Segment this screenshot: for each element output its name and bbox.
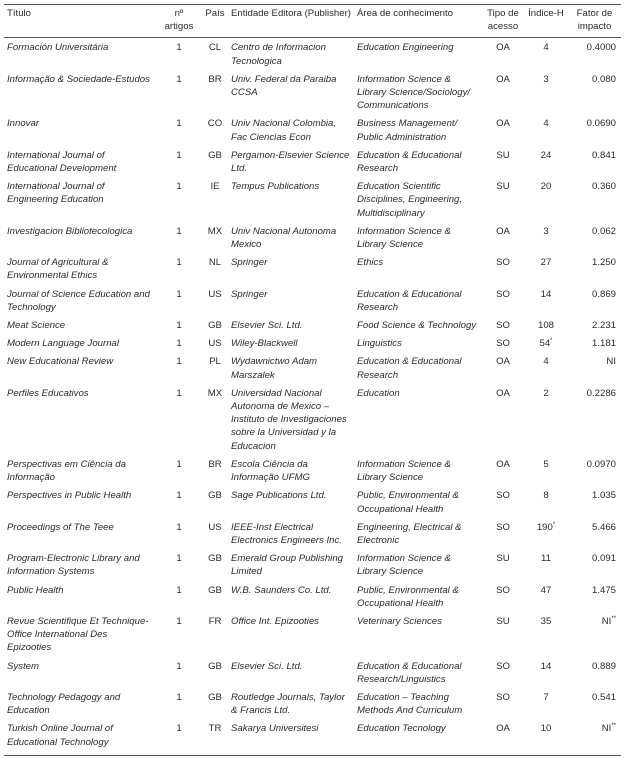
cell-pais: BR — [208, 73, 222, 85]
cell-fator: 0.869 — [591, 288, 616, 300]
cell-artigos: 1 — [176, 387, 182, 399]
cell-fator: 0.360 — [591, 181, 616, 193]
cell-area: Education – Teaching Methods And Curriculum — [357, 691, 463, 717]
footnote-mark: ** — [611, 723, 616, 730]
cell-area: Education — [357, 387, 400, 399]
cell-fator: 0.091 — [591, 553, 616, 565]
cell-entidade: Springer — [231, 257, 268, 269]
table-header-row — [4, 5, 621, 38]
cell-entidade: Springer — [231, 288, 268, 300]
footnote-mark: * — [552, 521, 556, 528]
cell-pais: GB — [208, 584, 222, 596]
cell-fator: 0.0690 — [586, 118, 616, 130]
cell-indice: 190* — [536, 521, 556, 533]
cell-entidade: Emerald Group Publishing Limited — [231, 553, 343, 578]
cell-artigos: 1 — [176, 257, 182, 269]
cell-entidade: Pergamon-Elsevier Science Ltd. — [231, 149, 350, 175]
cell-area: Information Science & Library Science/Sociology/ Communications — [357, 73, 471, 112]
cell-tipo: SU — [496, 615, 510, 627]
cell-artigos: 1 — [176, 42, 182, 54]
cell-artigos: 1 — [176, 338, 182, 350]
cell-entidade: Centro de Informacion Tecnologica — [231, 42, 326, 67]
cell-artigos: 1 — [176, 691, 182, 703]
cell-entidade: Wiley-Blackwell — [231, 338, 298, 350]
cell-area: Information Science & Library Science — [357, 225, 451, 251]
cell-tipo: SO — [496, 691, 510, 703]
cell-area: Education & Educational Research — [357, 288, 462, 313]
cell-fator: 0.080 — [591, 73, 616, 85]
table-row — [4, 70, 621, 115]
cell-pais: TR — [202, 719, 228, 755]
header-tipo: Tipo de acesso — [482, 5, 524, 38]
cell-fator: NI** — [568, 719, 621, 755]
cell-area: Education Engineering — [357, 42, 454, 54]
table-row — [4, 384, 621, 455]
cell-artigos: 1 — [176, 615, 182, 627]
cell-tipo: SO — [496, 257, 510, 269]
table-row — [4, 177, 621, 222]
cell-area: Education & Educational Research — [357, 149, 462, 175]
cell-fator: 0.0970 — [586, 458, 616, 470]
cell-tipo: SU — [496, 553, 510, 565]
cell-entidade: IEEE-Inst Electrical Electronics Engineers Inc. — [231, 521, 342, 546]
cell-entidade: Elsevier Sci. Ltd. — [231, 660, 303, 672]
cell-fator: 0.541 — [591, 691, 616, 703]
cell-fator: 1.035 — [591, 490, 616, 502]
cell-tipo: OA — [496, 387, 510, 399]
cell-artigos: 1 — [176, 458, 182, 470]
table-row — [4, 581, 621, 612]
cell-pais: US — [208, 521, 222, 533]
cell-fator: 1.181 — [591, 338, 616, 350]
cell-tipo: SO — [496, 660, 510, 672]
cell-entidade: Univ. Federal da Paraiba CCSA — [231, 73, 337, 99]
cell-indice: 4 — [543, 42, 549, 54]
cell-titulo: Program-Electronic Library and Information Systems — [7, 553, 140, 578]
cell-pais: PL — [209, 356, 221, 368]
cell-tipo: OA — [496, 73, 510, 85]
cell-titulo: Proceedings of The Teee — [7, 521, 114, 533]
cell-titulo: Perfiles Educativos — [7, 387, 89, 399]
cell-pais: MX — [207, 225, 223, 237]
cell-entidade: Sakarya Universitesi — [228, 719, 354, 755]
cell-area: Information Science & Library Science — [357, 458, 451, 484]
cell-area: Linguistics — [357, 338, 402, 350]
cell-entidade: W.B. Saunders Co. Ltd. — [231, 584, 332, 596]
cell-artigos: 1 — [176, 356, 182, 368]
cell-artigos: 1 — [176, 73, 182, 85]
journals-table — [4, 4, 621, 756]
table-row — [4, 549, 621, 580]
cell-tipo: SO — [496, 288, 510, 300]
cell-titulo: Technology Pedagogy and Education — [7, 691, 121, 717]
cell-titulo: Innovar — [7, 118, 39, 130]
cell-pais: GB — [208, 660, 222, 672]
footnote-mark: * — [550, 338, 553, 345]
cell-fator: 0.889 — [591, 660, 616, 672]
cell-indice: 11 — [541, 553, 551, 565]
cell-tipo: SU — [496, 181, 510, 193]
cell-pais: CO — [207, 118, 223, 130]
cell-titulo: International Journal of Educational Development — [7, 149, 117, 175]
cell-artigos: 1 — [176, 553, 182, 565]
cell-fator: NI — [606, 356, 616, 368]
cell-titulo: Formación Universitária — [7, 42, 109, 54]
cell-pais: GB — [208, 490, 222, 502]
cell-fator: NI** — [601, 615, 616, 627]
header-fator: Fator de impacto — [568, 5, 621, 38]
cell-area: Information Science & Library Science — [357, 553, 451, 578]
cell-entidade: Tempus Publications — [231, 181, 320, 193]
cell-artigos: 1 — [176, 320, 182, 332]
cell-fator: 1.250 — [591, 257, 616, 269]
cell-area: Ethics — [357, 257, 384, 269]
cell-tipo: OA — [496, 42, 510, 54]
table-row — [4, 518, 621, 549]
cell-area: Engineering, Electrical & Electronic — [357, 521, 462, 546]
table-row — [4, 657, 621, 688]
table-row — [4, 688, 621, 719]
table-row — [4, 486, 621, 517]
cell-titulo: Revue Scientifique Et Technique-Office International Des Epizooties — [7, 615, 149, 654]
cell-titulo: Perspectives in Public Health — [7, 490, 132, 502]
cell-tipo: SO — [496, 521, 510, 533]
cell-titulo: Turkish Online Journal of Educational Technology — [4, 719, 156, 755]
table-row — [4, 352, 621, 383]
cell-indice: 20 — [540, 181, 552, 193]
cell-fator: 0.841 — [591, 149, 616, 161]
cell-indice: 3 — [543, 73, 549, 85]
cell-artigos: 1 — [176, 660, 182, 672]
cell-area: Education & Educational Research — [357, 356, 462, 381]
cell-artigos: 1 — [176, 118, 182, 130]
cell-pais: US — [208, 338, 222, 350]
cell-tipo: SO — [496, 320, 510, 332]
header-artigos: nº artigos — [156, 5, 202, 38]
table-row — [4, 455, 621, 486]
cell-fator: 0.062 — [591, 225, 616, 237]
cell-indice: 4 — [543, 356, 549, 368]
cell-indice: 14 — [540, 288, 552, 300]
cell-area: Public, Environmental & Occupational Health — [357, 584, 459, 609]
cell-indice: 4 — [543, 118, 549, 130]
cell-indice: 10 — [524, 719, 568, 755]
table-row — [4, 334, 621, 352]
cell-titulo: Journal of Science Education and Technology — [7, 288, 150, 313]
table-row — [4, 719, 621, 755]
header-area: Área de conhecimento — [354, 5, 482, 38]
cell-area: Business Management/ Public Administration — [357, 118, 458, 143]
cell-titulo: Investigacion Bibliotecologica — [7, 225, 133, 237]
cell-entidade: Sage Publications Ltd. — [231, 490, 327, 502]
cell-indice: 5 — [543, 458, 549, 470]
cell-fator: 0.2286 — [586, 387, 616, 399]
table-row — [4, 285, 621, 316]
cell-entidade: Univ Nacional Colombia, Fac Ciencias Econ — [231, 118, 337, 143]
table-row — [4, 316, 621, 334]
cell-area: Education Tecnology — [354, 719, 482, 755]
cell-titulo: Journal of Agricultural & Environmental Ethics — [7, 257, 109, 282]
cell-pais: GB — [208, 320, 222, 332]
table-body — [4, 38, 621, 755]
table-row — [4, 222, 621, 253]
cell-indice: 54* — [539, 338, 553, 350]
cell-indice: 7 — [543, 691, 549, 703]
cell-tipo: SO — [496, 490, 510, 502]
cell-artigos: 1 — [176, 149, 182, 161]
table-row — [4, 114, 621, 145]
cell-titulo: Informação & Sociedade-Estudos — [7, 73, 150, 85]
cell-entidade: Elsevier Sci. Ltd. — [231, 320, 303, 332]
cell-entidade: Wydawnictwo Adam Marszalek — [231, 356, 318, 381]
cell-artigos: 1 — [176, 225, 182, 237]
cell-pais: MX — [207, 387, 223, 399]
cell-artigos: 1 — [176, 584, 182, 596]
cell-entidade: Univ Nacional Autonoma Mexico — [231, 225, 337, 251]
cell-indice: 108 — [537, 320, 554, 332]
cell-indice: 24 — [540, 149, 552, 161]
cell-pais: GB — [208, 553, 222, 565]
cell-indice: 27 — [540, 257, 552, 269]
cell-area: Education Scientific Disciplines, Engineering, Multidisciplinary — [357, 181, 463, 219]
table-row — [4, 612, 621, 657]
cell-tipo: SU — [496, 149, 510, 161]
cell-indice: 35 — [540, 615, 552, 627]
header-indice: Índice-H — [524, 5, 568, 38]
cell-titulo: System — [7, 660, 39, 672]
cell-titulo: International Journal of Engineering Education — [7, 181, 105, 206]
cell-artigos: 1 — [176, 181, 182, 193]
header-pais: País — [202, 5, 228, 38]
cell-area: Veterinary Sciences — [357, 615, 442, 627]
table-row — [4, 253, 621, 284]
cell-entidade: Universidad Nacional Autonoma de Mexico – Instituto de Investigaciones sobre la Universidad y la Educacion — [231, 387, 347, 452]
cell-area: Education & Educational Research/Linguistics — [357, 660, 462, 685]
cell-indice: 47 — [540, 584, 552, 596]
cell-fator: 5.466 — [591, 521, 616, 533]
cell-tipo: OA — [496, 458, 510, 470]
cell-pais: IE — [210, 181, 220, 193]
cell-artigos: 1 — [176, 490, 182, 502]
cell-indice: 3 — [543, 225, 549, 237]
cell-tipo: OA — [496, 225, 510, 237]
cell-entidade: Escola Ciência da Informação UFMG — [231, 458, 310, 484]
cell-titulo: Public Health — [7, 584, 64, 596]
header-entidade: Entidade Editora (Publisher) — [228, 5, 354, 38]
cell-pais: NL — [208, 257, 222, 269]
cell-indice: 8 — [543, 490, 549, 502]
cell-pais: GB — [208, 149, 222, 161]
cell-fator: 2.231 — [591, 320, 616, 332]
cell-entidade: Office Int. Epizooties — [231, 615, 319, 627]
cell-pais: GB — [208, 691, 222, 703]
cell-titulo: Meat Science — [7, 320, 66, 332]
cell-fator: 0.4000 — [586, 42, 616, 54]
header-titulo: Título — [4, 5, 156, 38]
cell-area: Public, Environmental & Occupational Health — [357, 490, 459, 515]
cell-tipo: OA — [496, 356, 510, 368]
cell-pais: CL — [208, 42, 222, 54]
cell-titulo: New Educational Review — [7, 356, 114, 368]
cell-tipo: SO — [496, 338, 510, 350]
cell-titulo: Perspectivas em Ciência da Informação — [7, 458, 126, 484]
table-row — [4, 38, 621, 70]
cell-pais: FR — [208, 615, 222, 627]
cell-pais: US — [208, 288, 222, 300]
cell-fator: 1.475 — [591, 584, 616, 596]
table-row — [4, 146, 621, 177]
cell-pais: BR — [208, 458, 222, 470]
cell-indice: 2 — [543, 387, 549, 399]
cell-titulo: Modern Language Journal — [7, 338, 120, 350]
cell-area: Food Science & Technology — [357, 320, 477, 332]
cell-tipo: OA — [482, 719, 524, 755]
cell-tipo: SO — [496, 584, 510, 596]
cell-artigos: 1 — [176, 288, 182, 300]
footnote-mark: ** — [611, 615, 616, 622]
cell-tipo: OA — [496, 118, 510, 130]
cell-entidade: Routledge Journals, Taylor & Francis Ltd. — [231, 691, 345, 717]
cell-indice: 14 — [540, 660, 552, 672]
cell-artigos: 1 — [176, 521, 182, 533]
cell-artigos: 1 — [156, 719, 202, 755]
